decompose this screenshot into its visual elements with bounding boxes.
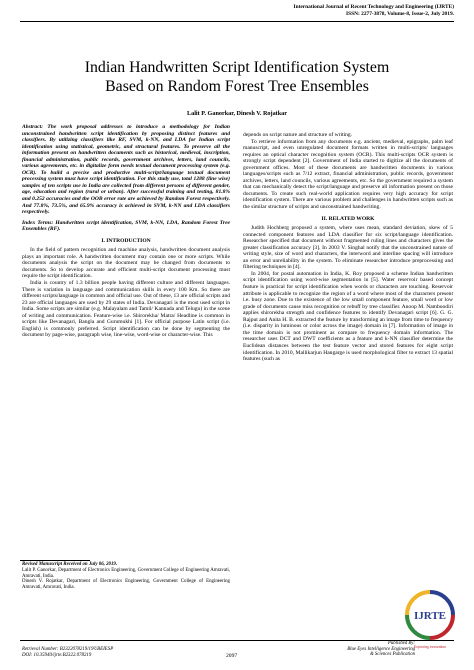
retrieval-number: Retrieval Number: B2322078219/19©BEIESP (22, 647, 114, 652)
header-rule (20, 21, 454, 22)
footnote-revised: Revised Manuscript Received on July 06, 2019. (22, 562, 118, 567)
logo-bottom: Exploring Innovation (413, 645, 447, 649)
footnote (22, 562, 230, 591)
title-line-1: Indian Handwritten Script Identification System (84, 59, 390, 76)
section-introduction-heading: I. INTRODUCTION (101, 237, 151, 244)
title-line-2: Based on Random Forest Tree Ensembles (105, 78, 369, 95)
journal-header (294, 4, 455, 18)
footer-retrieval (22, 647, 113, 659)
footnote-author-2: Dinesh V. Rojatkar, Department of Electronics Engineering, Government College of Engineering Amravati, Amravati, India. (22, 579, 230, 591)
right-paragraph-continued: depends on script nature and structure of writing. (243, 132, 353, 138)
page-number: 2097 (226, 653, 238, 659)
publisher-name: Blue Eyes Intelligence Engineering (347, 646, 415, 652)
journal-name: International Journal of Recent Technology and Engineering (IJRTE) (293, 4, 454, 10)
paper-title (0, 58, 474, 96)
issn-line: ISSN: 2277-3878, Volume-8, Issue-2, July 2019. (346, 11, 454, 17)
logo-text: IJRTE (413, 610, 447, 622)
footnote-rule (20, 560, 90, 561)
abstract: Abstract: The work proposal addresses to introduce a methodology for Indian unconstrained handwritten script identification by proposing distinct features and classifiers. By utilizing classifiers like RF, SVM, k-NN, and LDA for Indian script identification using statistical, geometric, and structural features. To preserve all the information present on handwritten documents such as historical, medieval, inscription, financial administration, public records, government archives, letters, land councils, various agreements, etc. in digitalize form needs textual document processing system (e.g. OCR). To build a precise and productive multi-script/language textual document processing system must have script identification. For this study use, total 1288 (line wise) samples of ten scripts use in India are collected from different persons of different gender, age, education and region (rural or urban). After successful training and testing, 81.8% and 0.252 accuracies and the OOB error rate are achieved by Random Forest respectively. And 77.8%, 73.5%, and 65.9% accuracy is achieved in SVM, k-NN and LDA classifiers respectively. (22, 124, 230, 216)
footnote-author-1: Lalit P. Ganorkar, Department of Electronics Engineering, Government College of Engineering Amravati, Amravati, India. (22, 567, 230, 579)
related-paragraph-1: Judith Hochberg proposed a system, where uses mean, standard deviation, skew of 5 connected component features and LDA classifier for six script/language identification. Researcher specified that document without fragmented ruling lines and characters gives the greater classification accuracy [3]. In 2003 V. Singhal notify that the unconstrained nature of writing style, size of word and characters, the interword and interline spacing will introduce an error and unreliability in the system. To eliminate researcher introduce preprocessing and filtering techniques in [4]. (243, 225, 453, 271)
related-paragraph-2: In 2004, for postal automation in India, K. Roy proposed a scheme Indian handwritten script identification using word-wise segmentation in [5]. Water reservoir based concept feature is practical for script identification when words or characters are touching. Reservoir attribute is applicable to recognize the region of a word where most of the characters present i.e. busy zone. Due to the existence of the low small component feature, small word or low grade of documents cause miss recognition or rebuff by tree classifier. Anoop M. Namboodiri applies shirorekha strength and confidence features to identify Devanagari script [6]. G. G. Rajput and Anita H. B. extracted the feature by transforming an image from time to frequency (i.e. disparity in luminous or color across the image) domain in [7]. Information of image in the time domain is not prominent as compare to frequency domain information. The researcher uses DCT and DWT coefficients as a feature and k-NN classifier determine the Euclidean distances between the test feature vector and stored features for eight script identification. In 2010, Mallikarjun Hangarge is used morphological filter to extract 13 spatial features (such as (243, 270, 453, 363)
section-related-work-heading: II. RELATED WORK (321, 215, 375, 222)
doi: DOI: 10.35940/ijrte.B2322.078219 (22, 652, 92, 658)
publisher-label: Published By: (387, 641, 415, 646)
left-column (22, 124, 230, 339)
author-line: Lalit P. Ganorkar, Dinesh V. Rojatkar (186, 110, 288, 117)
publisher-name-2: & Sciences Publication (369, 652, 415, 658)
right-paragraph-2: To retrieve information from any documents e.g. ancient, medieval, epigraphs, palm leaf manuscript, and even unregulated document formats written in multi-scripts/ languages requires an optical character recognition system (OCR). This multi-scripts OCR system is strongly script dependent [2]. Government of India started to digitize all the documents of government offices. Most of these documents are handwritten documents in various languages/scripts such as 7/12 extract, financial administration, public records, government archives, letters, land councils, various agreements, etc. So the government required a system that can mechanically detect the script/language and preserve all information present on those documents. To create such real-world application requires very high accuracy for script identification system. There are various problem and challenges in handwritten scripts such as the similar structure of scripts and unconstrained handwriting. (243, 138, 453, 211)
intro-paragraph-1: In the field of pattern recognition and machine analysis, handwritten document analysis plays an important role. A handwritten document may contain one or more scripts. While documents analysis the script on the document may be changed from documents to documents. So to develop accurate and efficient multi-script document processing must require the script identification. (22, 247, 230, 280)
ijrte-logo (403, 588, 457, 650)
intro-paragraph-2: India is country of 1.3 billion people having different culture and different languages. There is variation in language and communication skills in every 100 Km. So there are different scripts/language in common and official use. Out of these, 13 are official scripts and 23 are official languages are used by 29 states of India. Devanagari is the most used script in India. Some scripts are similar (e.g. Malayalam and Tamil/ Kannada and Telugu) in the scene of writing and communication. Feature-wise i.e. Shirorekha/ Matra/ Headline is common in scripts like Devanagari, Bangla and Gurumukhi [1]. For official purpose Latin script (i.e. English) is commonly preferred. Script identification can be done by segmenting the document by page-wise, paragraph wise, line-wise, word-wise or character-wise. This (22, 280, 230, 339)
right-column (243, 132, 453, 363)
index-terms: Index Terms: Handwritten script identification, SVM, k-NN, LDA, Random Forest Tree Ensembles (RF). (22, 219, 230, 233)
